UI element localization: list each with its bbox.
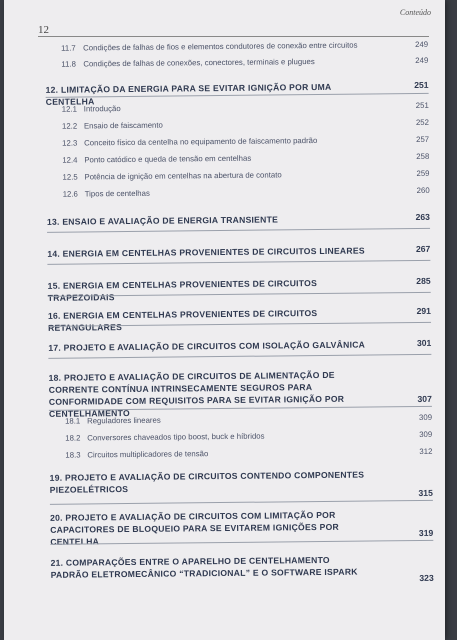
running-title: Conteúdo — [399, 8, 431, 17]
toc-chapter-entry[interactable] — [4, 337, 445, 353]
chapter-page: 323 — [419, 572, 434, 583]
entry-number: 12.2 — [61, 121, 78, 131]
entry-page: 258 — [416, 151, 430, 161]
entry-number: 18.2 — [65, 433, 81, 443]
entry-number: 12.6 — [62, 189, 78, 199]
entry-title: Tipos de centelhas — [84, 188, 150, 199]
entry-page: 312 — [419, 446, 433, 456]
chapter-title: 15. ENERGIA EM CENTELHAS PROVENIENTES DE CIRCUITOS TRAPEZOIDAIS — [47, 278, 318, 303]
entry-title: Circuitos multiplicadores de tensão — [87, 449, 209, 460]
chapter-title: 20. PROJETO E AVALIAÇÃO DE CIRCUITOS COM LIMITAÇÃO POR CAPACITORES DE BLOQUEIO PARA SE EVITAREM IGNIÇÕES POR CENTELHA — [50, 509, 339, 547]
toc-chapter-entry[interactable] — [6, 508, 445, 547]
chapter-page: 291 — [416, 305, 431, 316]
entry-page: 252 — [415, 117, 429, 127]
entry-title: Ponto catódico e queda de tensão em centelhas — [84, 153, 252, 165]
chapter-page: 285 — [416, 275, 431, 286]
toc-sub-entry[interactable] — [4, 134, 443, 148]
toc-sub-entry[interactable] — [4, 117, 443, 131]
entry-number: 12.3 — [62, 138, 78, 148]
entry-page: 257 — [416, 134, 430, 144]
entry-page: 251 — [415, 100, 429, 110]
toc-chapter-entry[interactable] — [4, 211, 444, 227]
toc-chapter-entry[interactable] — [4, 275, 445, 303]
toc-chapter-entry[interactable] — [4, 243, 444, 259]
entry-title: Conversores chaveados tipo boost, buck e híbridos — [87, 431, 265, 443]
toc-sub-entry[interactable] — [4, 185, 444, 199]
chapter-page: 263 — [415, 211, 430, 222]
entry-title: Condições de falhas de conexões, conectores, terminais e plugues — [83, 57, 315, 69]
chapter-rule — [47, 260, 430, 265]
entry-title: Condições de falhas de fios e elementos condutores de conexão entre circuitos — [83, 40, 358, 53]
entry-number: 12.1 — [61, 104, 78, 114]
toc-sub-entry[interactable] — [4, 55, 442, 69]
chapter-title: 21. COMPARAÇÕES ENTRE O APARELHO DE CENTELHAMENTO PADRÃO ELETROMECÂNICO “TRADICIONAL” E O SOFTWARE ISPARK — [50, 554, 358, 580]
entry-page: 259 — [416, 168, 430, 178]
entry-title: Introdução — [83, 104, 121, 114]
entry-number: 12.5 — [62, 172, 78, 182]
entry-number: 11.8 — [61, 59, 76, 69]
chapter-page: 307 — [417, 393, 432, 404]
chapter-title: 19. PROJETO E AVALIAÇÃO DE CIRCUITOS CONTENDO COMPONENTES PIEZOELÉTRICOS — [49, 469, 365, 495]
entry-number: 11.7 — [61, 43, 76, 53]
entry-page: 309 — [419, 429, 433, 439]
table-of-contents — [4, 0, 445, 640]
entry-page: 309 — [418, 412, 433, 422]
toc-sub-entry[interactable] — [4, 168, 443, 182]
toc-sub-entry[interactable] — [5, 429, 445, 443]
entry-title: Ensaio de faiscamento — [83, 120, 163, 131]
chapter-title: 14. ENERGIA EM CENTELHAS PROVENIENTES DE CIRCUITOS LINEARES — [47, 245, 365, 259]
toc-chapter-entry[interactable] — [4, 79, 442, 107]
entry-number: 18.1 — [65, 416, 81, 426]
book-page — [4, 0, 445, 640]
chapter-title: 18. PROJETO E AVALIAÇÃO DE CIRCUITOS DE ALIMENTAÇÃO DE CORRENTE CONTÍNUA INTRINSECAMENTE SEGUROS PARA CONFORMIDADE COM REQUISITOS PARA SE EVITAR IGNIÇÃO POR CENTELHAMENTO — [48, 369, 345, 419]
chapter-rule — [48, 354, 431, 359]
chapter-page: 267 — [415, 243, 431, 254]
entry-title: Reguladores lineares — [87, 415, 161, 426]
toc-chapter-entry[interactable] — [6, 553, 445, 583]
chapter-rule — [47, 228, 430, 233]
chapter-page: 301 — [416, 337, 432, 348]
entry-page: 260 — [416, 185, 430, 195]
entry-title: Potência de ignição em centelhas na abertura de contato — [84, 170, 282, 182]
entry-page: 249 — [415, 55, 429, 65]
entry-number: 18.3 — [65, 450, 81, 460]
chapter-title: 16. ENERGIA EM CENTELHAS PROVENIENTES DE CIRCUITOS RETANGULARES — [47, 308, 318, 333]
toc-chapter-entry[interactable] — [4, 305, 445, 333]
toc-sub-entry[interactable] — [5, 446, 445, 460]
chapter-page: 315 — [418, 487, 433, 498]
page-number: 12 — [38, 24, 49, 36]
chapter-title: 17. PROJETO E AVALIAÇÃO DE CIRCUITOS COM ISOLAÇÃO GALVÂNICA — [48, 339, 366, 353]
chapter-title: 13. ENSAIO E AVALIAÇÃO DE ENERGIA TRANSIENTE — [46, 214, 279, 227]
toc-sub-entry[interactable] — [4, 39, 442, 53]
entry-number: 12.4 — [62, 155, 78, 165]
chapter-page: 251 — [414, 79, 429, 90]
toc-sub-entry[interactable] — [4, 151, 443, 165]
toc-chapter-entry[interactable] — [6, 468, 445, 498]
chapter-rule — [50, 500, 433, 505]
chapter-page: 319 — [418, 527, 434, 538]
entry-page: 249 — [415, 39, 429, 49]
entry-title: Conceito físico da centelha no equipamento de faiscamento padrão — [84, 136, 318, 148]
chapter-title: 12. LIMITAÇÃO DA ENERGIA PARA SE EVITAR IGNIÇÃO POR UMA CENTELHA — [45, 81, 332, 107]
